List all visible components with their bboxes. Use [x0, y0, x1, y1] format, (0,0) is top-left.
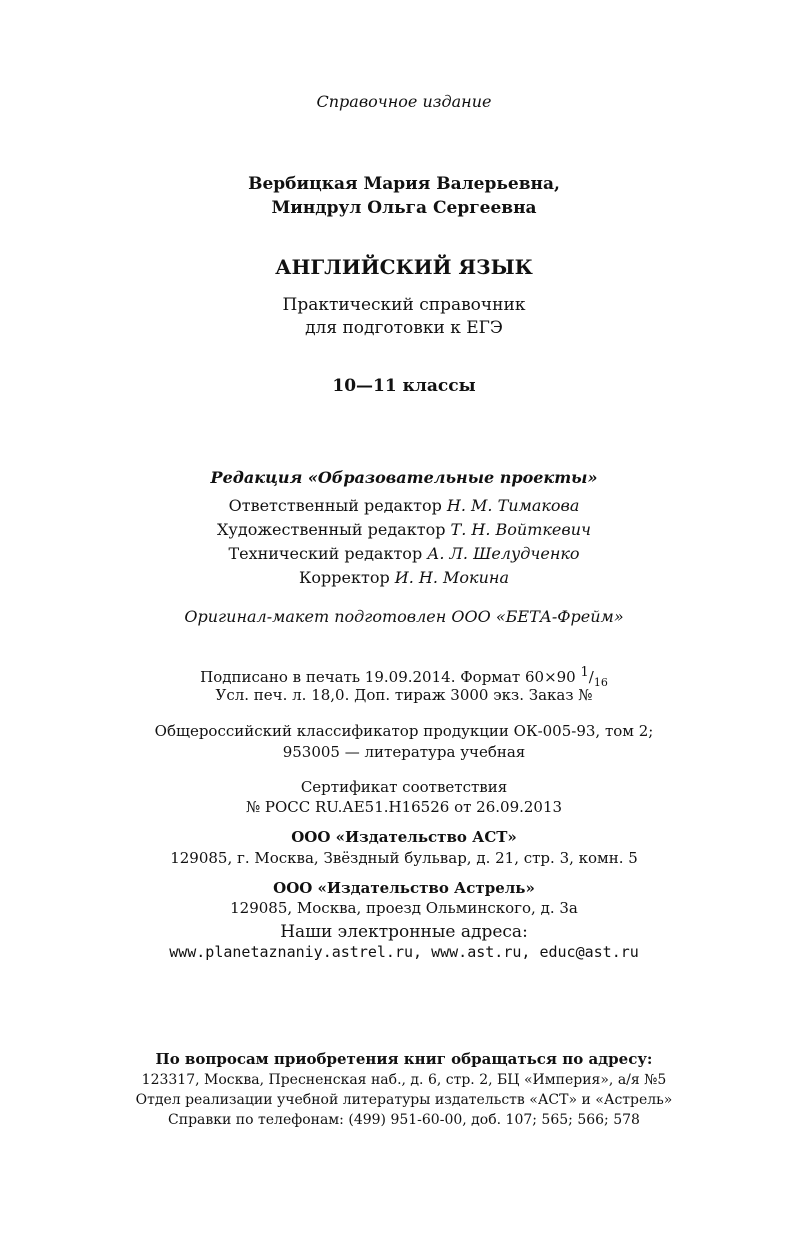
subtitle-line-1: Практический справочник [282, 295, 526, 315]
format-fraction-denominator: 16 [593, 676, 608, 689]
publisher-ast-name: ООО «Издательство АСТ» [291, 828, 517, 846]
publisher-astrel-address: 129085, Москва, проезд Ольминского, д. 3а [230, 899, 578, 917]
staff-name: И. Н. Мокина [394, 568, 509, 587]
layout-note: Оригинал-макет подготовлен ООО «БЕТА-Фрейм» [184, 607, 624, 626]
staff-role: Технический редактор [228, 544, 428, 563]
staff-role: Художественный редактор [217, 520, 451, 539]
certificate-line-2: № РОСС RU.АЕ51.Н16526 от 26.09.2013 [245, 798, 563, 816]
book-title: АНГЛИЙСКИЙ ЯЗЫК [275, 255, 533, 279]
staff-name: Н. М. Тимакова [446, 496, 580, 515]
staff-role: Ответственный редактор [228, 496, 447, 515]
subtitle-line-2: для подготовки к ЕГЭ [305, 318, 503, 338]
staff-line [0, 498, 808, 514]
print-info-text: Подписано в печать 19.09.2014. Формат 60×90 [200, 668, 581, 686]
edition-type: Справочное издание [316, 92, 492, 111]
format-fraction-numerator: 1 [580, 665, 589, 680]
classifier-line-2: 953005 — литература учебная [282, 743, 526, 761]
purchase-line-1: 123317, Москва, Пресненская наб., д. 6, стр. 2, БЦ «Империя», а/я №5 [141, 1072, 667, 1088]
staff-line [0, 522, 808, 538]
purchase-line-2: Отдел реализации учебной литературы издательств «АСТ» и «Астрель» [135, 1092, 673, 1108]
author-line-2: Миндрул Ольга Сергеевна [271, 198, 537, 218]
publisher-astrel-name: ООО «Издательство Астрель» [273, 879, 535, 897]
grades: 10—11 классы [332, 376, 476, 396]
publisher-ast-address: 129085, г. Москва, Звёздный бульвар, д. 21, стр. 3, комн. 5 [170, 849, 638, 867]
print-info-line-2: Усл. печ. л. 18,0. Доп. тираж 3000 экз. Заказ № [215, 686, 593, 704]
purchase-line-3: Справки по телефонам: (499) 951-60-00, доб. 107; 565; 566; 578 [168, 1112, 640, 1128]
author-line-1: Вербицкая Мария Валерьевна, [248, 174, 560, 194]
staff-name: А. Л. Шелудченко [427, 544, 580, 563]
staff-role: Корректор [299, 568, 395, 587]
staff-line [0, 570, 808, 586]
editorial-heading: Редакция «Образовательные проекты» [210, 468, 598, 487]
print-info-line-1 [0, 666, 808, 688]
web-addresses: www.planetaznaniy.astrel.ru, www.ast.ru, educ@ast.ru [169, 943, 639, 961]
staff-line [0, 546, 808, 562]
format-fraction-slash: / [588, 668, 594, 686]
certificate-line-1: Сертификат соответствия [300, 778, 508, 796]
staff-name: Т. Н. Войткевич [450, 520, 591, 539]
classifier-line-1: Общероссийский классификатор продукции ОК-005-93, том 2; [154, 722, 654, 740]
web-heading: Наши электронные адреса: [280, 922, 528, 942]
purchase-heading: По вопросам приобретения книг обращаться по адресу: [155, 1050, 653, 1068]
